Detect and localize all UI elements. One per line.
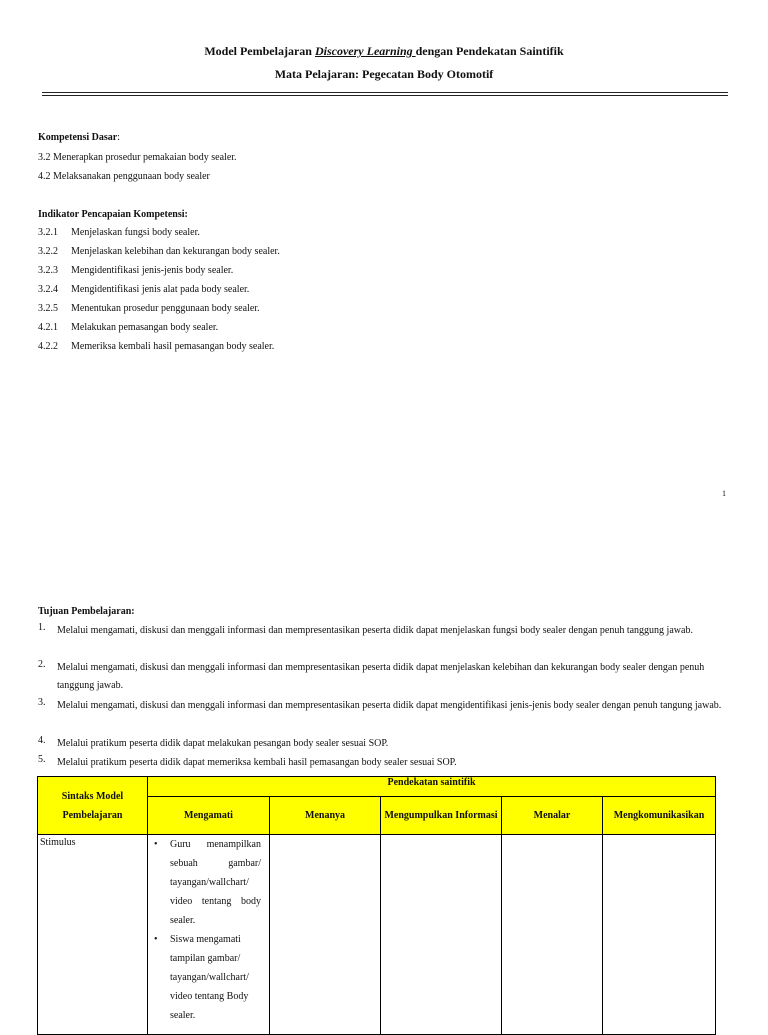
cell-mengumpulkan — [381, 835, 502, 1035]
tujuan-text: Melalui pratikum peserta didik dapat memeriksa kembali hasil pemasangan body sealer sesuai SOP. — [57, 757, 457, 768]
bullet-icon: • — [154, 839, 158, 850]
syntax-table — [37, 776, 716, 1035]
tujuan-number: 5. — [38, 754, 46, 765]
ipk-text: Mengidentifikasi jenis alat pada body sealer. — [71, 284, 250, 295]
tujuan-text: Melalui mengamati, diskusi dan menggali informasi dan mempresentasikan peserta didik dapat mengidentifikasi jenis-jenis body sealer dengan penuh tangung jawab. — [57, 700, 722, 711]
pendekatan-header: Pendekatan saintifik — [148, 777, 716, 797]
tujuan-number: 2. — [38, 659, 46, 670]
tujuan-number: 4. — [38, 735, 46, 746]
title-emphasis: Discovery Learning — [314, 44, 416, 58]
ipk-text: Mengidentifikasi jenis-jenis body sealer. — [71, 265, 234, 276]
tujuan-text: Melalui mengamati, diskusi dan menggali informasi dan mempresentasikan peserta didik dapat menjelaskan kelebihan dan kekurangan body sealer dengan penuh tanggung jawab. — [57, 662, 705, 691]
ipk-number: 4.2.2 — [38, 341, 58, 352]
header-divider-2 — [42, 95, 728, 96]
sintaks-header: Sintaks Model Pembelajaran — [38, 777, 148, 835]
tujuan-number: 1. — [38, 622, 46, 633]
ipk-text: Melakukan pemasangan body sealer. — [71, 322, 219, 333]
bullet-icon: • — [154, 934, 158, 945]
header-menanya: Menanya — [270, 797, 381, 835]
ipk-number: 3.2.4 — [38, 284, 58, 295]
header-mengumpulkan: Mengumpulkan Informasi — [381, 797, 502, 835]
kd-heading — [38, 132, 120, 143]
list-item — [148, 835, 261, 930]
cell-mengamati — [148, 835, 270, 1035]
title-part-1: Model Pembelajaran — [204, 44, 315, 58]
ipk-heading: Indikator Pencapaian Kompetensi: — [38, 209, 188, 220]
header-divider — [42, 92, 728, 93]
tujuan-text: Melalui pratikum peserta didik dapat melakukan pesangan body sealer sesuai SOP. — [57, 738, 389, 749]
tujuan-text: Melalui mengamati, diskusi dan menggali informasi dan mempresentasikan peserta didik dapat menjelaskan fungsi body sealer dengan penuh tanggung jawab. — [57, 625, 693, 636]
ipk-number: 4.2.1 — [38, 322, 58, 333]
row-label-stimulus: Stimulus — [38, 835, 148, 1035]
ipk-text: Memeriksa kembali hasil pemasangan body sealer. — [71, 341, 275, 352]
list-item — [148, 930, 261, 1025]
ipk-number: 3.2.3 — [38, 265, 58, 276]
tujuan-number: 3. — [38, 697, 46, 708]
list-item-text: Siswa mengamati tampilan gambar/ tayangan/wallchart/ video tentang Body sealer. — [170, 934, 249, 1021]
cell-menanya — [270, 835, 381, 1035]
ipk-text: Menentukan prosedur penggunaan body sealer. — [71, 303, 260, 314]
kd-heading-colon: : — [117, 132, 120, 143]
kd-item: 4.2 Melaksanakan penggunaan body sealer — [38, 171, 210, 182]
ipk-number: 3.2.1 — [38, 227, 58, 238]
kd-heading-text: Kompetensi Dasar — [38, 132, 118, 143]
header-menalar: Menalar — [502, 797, 603, 835]
title-part-2: dengan Pendekatan Saintifik — [415, 44, 564, 58]
mengamati-list — [148, 835, 261, 1025]
document-title — [0, 44, 768, 59]
header-mengkomunikasikan: Mengkomunikasikan — [603, 797, 716, 835]
document-subtitle: Mata Pelajaran: Pegecatan Body Otomotif — [274, 67, 494, 81]
ipk-number: 3.2.5 — [38, 303, 58, 314]
header-mengamati: Mengamati — [148, 797, 270, 835]
cell-mengkomunikasikan — [603, 835, 716, 1035]
list-item-text: Guru menampilkan sebuah gambar/ tayangan/wallchart/ video tentang body sealer. — [170, 839, 261, 926]
ipk-number: 3.2.2 — [38, 246, 58, 257]
tujuan-heading: Tujuan Pembelajaran: — [38, 606, 135, 617]
kd-item: 3.2 Menerapkan prosedur pemakaian body sealer. — [38, 152, 237, 163]
ipk-text: Menjelaskan fungsi body sealer. — [71, 227, 200, 238]
ipk-text: Menjelaskan kelebihan dan kekurangan body sealer. — [71, 246, 280, 257]
cell-menalar — [502, 835, 603, 1035]
page-number: 1 — [722, 489, 726, 498]
